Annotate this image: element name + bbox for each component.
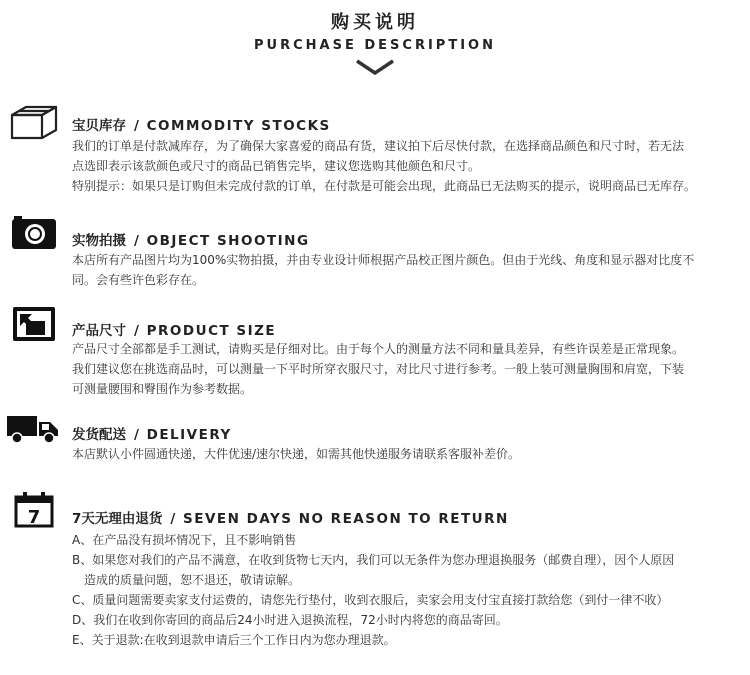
camera-icon (11, 216, 57, 250)
calendar-icon (14, 492, 54, 528)
section-title-en: / DELIVERY (134, 427, 232, 443)
body-line: 同。会有些许色彩存在。 (72, 273, 205, 287)
section-title (72, 114, 331, 134)
section-body (72, 136, 744, 196)
body-line: B、如果您对我们的产品不满意，在收到货物七天内，我们可以无条件为您办理退换服务（邮费自理），因个人原因 (72, 553, 675, 567)
section-title-en: / PRODUCT SIZE (134, 323, 277, 339)
section-title-en: / SEVEN DAYS NO REASON TO RETURN (170, 511, 509, 527)
section-title-en: / COMMODITY STOCKS (134, 118, 331, 134)
body-line: 造成的质量问题，恕不退还，敬请谅解。 (84, 573, 301, 587)
body-line: 本店所有产品图片均为100%实物拍摄，并由专业设计师根据产品校正图片颜色。但由于光线、角度和显示器对比度不 (72, 253, 695, 267)
section-title (72, 229, 310, 249)
section-body (72, 530, 744, 650)
body-line: 我们建议您在挑选商品时，可以测量一下平时所穿衣服尺寸，对比尺寸进行参考。一般上装可测量胸围和肩宽，下装 (72, 362, 685, 376)
body-line: 特别提示：如果只是订购但未完成付款的订单，在付款是可能会出现，此商品已无法购买的提示，说明商品已无库存。 (72, 179, 697, 193)
section-title (72, 423, 232, 443)
section-title-en: / OBJECT SHOOTING (134, 233, 310, 249)
body-line: 本店默认小件圆通快递，大件优速/速尔快递，如需其他快递服务请联系客服补差价。 (72, 447, 521, 461)
section-body (72, 250, 744, 290)
page-title-cn: 购买说明 (331, 12, 419, 33)
chevron-down-icon (354, 58, 396, 76)
section-title-cn: 7天无理由退货 (72, 511, 163, 527)
box-icon (10, 104, 58, 140)
section-title-cn: 发货配送 (72, 427, 126, 443)
section-body (72, 339, 744, 399)
page-title-en: PURCHASE DESCRIPTION (254, 38, 496, 53)
section-title-cn: 产品尺寸 (72, 323, 126, 339)
body-line: A、在产品没有损坏情况下，且不影响销售 (72, 533, 297, 547)
truck-icon (6, 414, 60, 444)
body-line: E、关于退款:在收到退款申请后三个工作日内为您办理退款。 (72, 633, 396, 647)
calendar-number: 7 (27, 507, 41, 528)
section-title-cn: 宝贝库存 (72, 118, 126, 134)
section-title-cn: 实物拍摄 (72, 233, 126, 249)
body-line: D、我们在收到你寄回的商品后24小时进入退换流程，72小时内将您的商品寄回。 (72, 613, 508, 627)
section-title (72, 507, 509, 527)
section-body (72, 444, 744, 464)
body-line: C、质量问题需要卖家支付运费的，请您先行垫付，收到衣服后，卖家会用支付宝直接打款给您（到付一律不收） (72, 593, 669, 607)
resize-icon (12, 306, 56, 342)
body-line: 我们的订单是付款减库存，为了确保大家喜爱的商品有货，建议拍下后尽快付款，在选择商品颜色和尺寸时，若无法 (72, 139, 685, 153)
section-title (72, 319, 276, 339)
body-line: 可测量腰围和臀围作为参考数据。 (72, 382, 253, 396)
body-line: 点选即表示该款颜色或尺寸的商品已销售完毕，建议您选购其他颜色和尺寸。 (72, 159, 481, 173)
body-line: 产品尺寸全部都是手工测试，请购买是仔细对比。由于每个人的测量方法不同和量具差异，有些许误差是正常现象。 (72, 342, 685, 356)
